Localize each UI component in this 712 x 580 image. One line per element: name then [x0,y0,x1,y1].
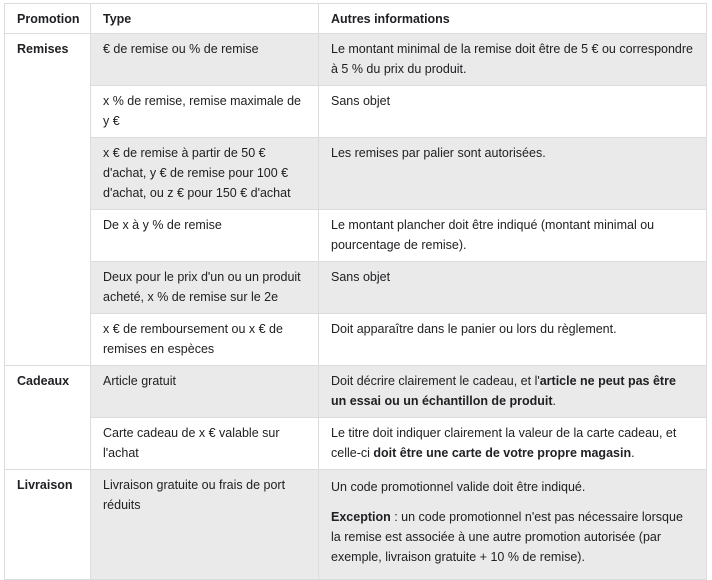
info-bold-text: doit être une carte de votre propre magasin [373,446,632,460]
header-info: Autres informations [319,4,707,34]
type-cell: x € de remboursement ou x € de remises en espèces [91,314,319,366]
info-text: Doit décrire clairement le cadeau, et l' [331,374,540,388]
exception-label: Exception [331,510,391,524]
header-type: Type [91,4,319,34]
table-row [5,366,707,418]
header-row [5,4,707,34]
info-cell: Le montant minimal de la remise doit être de 5 € ou correspondre à 5 % du prix du produit. [319,34,707,86]
info-cell [319,418,707,470]
type-cell: Article gratuit [91,366,319,418]
type-cell: x % de remise, remise maximale de y € [91,86,319,138]
info-cell: Sans objet [319,262,707,314]
info-cell: Les remises par palier sont autorisées. [319,138,707,210]
table-row [5,138,707,210]
info-cell: Le montant plancher doit être indiqué (montant minimal ou pourcentage de remise). [319,210,707,262]
promotions-table [4,3,707,580]
table-row [5,262,707,314]
table-body [5,34,707,580]
table-row [5,418,707,470]
info-text: . [552,394,557,408]
info-text: Un code promotionnel valide doit être indiqué. [331,480,586,494]
info-cell: Sans objet [319,86,707,138]
type-cell: De x à y % de remise [91,210,319,262]
promotion-livraison: Livraison [5,470,91,580]
info-cell [319,470,707,580]
info-bold-text: article ne peut pas être un essai ou un échantillon de produit [331,374,676,408]
type-cell: Deux pour le prix d'un ou un produit acheté, x % de remise sur le 2e [91,262,319,314]
promotion-remises: Remises [5,34,91,366]
promotion-cadeaux: Cadeaux [5,366,91,470]
type-cell: Livraison gratuite ou frais de port réduits [91,470,319,580]
type-cell: Carte cadeau de x € valable sur l'achat [91,418,319,470]
header-promotion: Promotion [5,4,91,34]
table-row [5,314,707,366]
exception-paragraph [331,507,694,567]
info-cell [319,366,707,418]
table-row [5,210,707,262]
info-cell: Doit apparaître dans le panier ou lors du règlement. [319,314,707,366]
table-row [5,86,707,138]
info-text: Le titre doit indiquer clairement la valeur de la carte cadeau, et celle-ci [331,426,677,460]
table-header [5,4,707,34]
table-row [5,34,707,86]
info-text: . [631,446,635,460]
type-cell: € de remise ou % de remise [91,34,319,86]
table-row [5,470,707,580]
info-text: : un code promotionnel n'est pas nécessaire lorsque la remise est associée à une autre promotion autorisée (par exemple, livraison gratuite + 10 % de remise). [331,510,683,564]
type-cell: x € de remise à partir de 50 € d'achat, y € de remise pour 100 € d'achat, ou z € pour 150 € d'achat [91,138,319,210]
